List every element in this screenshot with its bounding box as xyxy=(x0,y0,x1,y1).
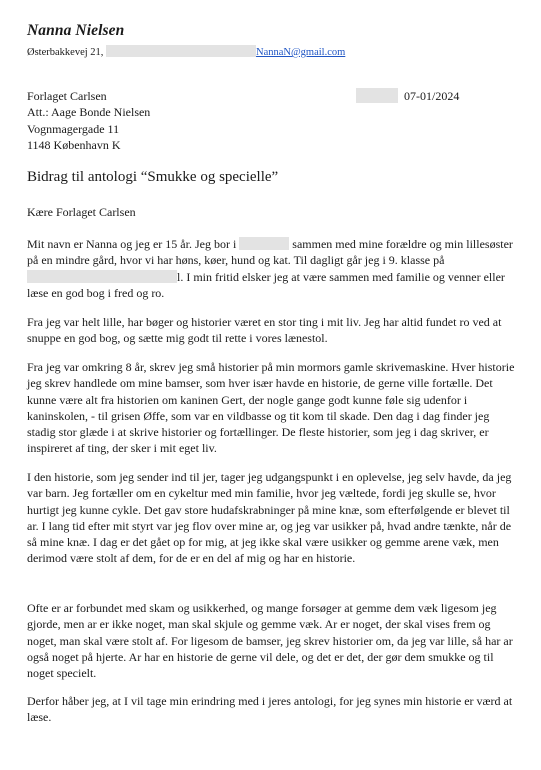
redacted-block xyxy=(27,270,177,283)
sender-name: Nanna Nielsen xyxy=(27,22,125,39)
recipient-line: 1148 København K xyxy=(27,137,121,152)
paragraph-text: sammen med mine forældre og min lillesøster på en mindre gård, hvor vi har høns, køer, hund og kat. Til dagligt går jeg i 9. klasse på xyxy=(27,237,513,268)
body-paragraph-1 xyxy=(27,236,515,301)
sender-contact-line xyxy=(27,45,345,58)
date-block xyxy=(356,88,459,104)
sender-email-link[interactable]: NannaN@gmail.com xyxy=(256,47,346,58)
salutation: Kære Forlaget Carlsen xyxy=(27,205,136,219)
paragraph-text: l. I min fritid elsker jeg at være sammen med familie og venner eller læse en god bog i fred og ro. xyxy=(27,269,505,300)
recipient-address xyxy=(27,88,150,153)
redacted-block xyxy=(356,88,398,103)
body-paragraph-5: Ofte er ar forbundet med skam og usikkerhed, og mange forsøger at gemme dem væk ligesom jeg gjorde, men ar er ikke noget, man skal skjule og gemme væk. Ar er noget, der skal vises frem og noget, man skal være stolt af. For ligesom de bamser, jeg skrev historier om, da jeg var lille, så har ar også noget på hjerte. Ar har en historie de gerne vil dele, og det er det, der gør dem smukke og til noget specielt. xyxy=(27,601,513,681)
body-paragraph-3: Fra jeg var omkring 8 år, skrev jeg små historier på min mormors gamle skrivemaskine. Hver historie jeg skrev handlede om mine bamser, som hver især havde en historie, de gerne ville fortælle. Det kunne være alt fra historien om kaninen Gert, der nogle gange godt kunne føle sig udenfor i kaninskolen, - til grisen Øffe, som var en vildbasse og tit kom til skade. Den dag i dag finder jeg stadig stor glæde i at skrive historier og fortællinger. De fleste historier, som jeg i dag skriver, er inspireret af ting, der sker i mit eget liv. xyxy=(27,360,515,456)
body-paragraph-6: Derfor håber jeg, at I vil tage min erindring med i jeres antologi, for jeg synes min historie er værd at læse. xyxy=(27,694,513,725)
recipient-line: Att.: Aage Bonde Nielsen xyxy=(27,105,151,120)
body-paragraph-4: I den historie, som jeg sender ind til jer, tager jeg udgangspunkt i en oplevelse, jeg selv havde, da jeg var barn. Jeg fortæller om en cykeltur med min familie, hvor jeg væltede, fordi jeg skulle se, hvor hurtigt jeg kunne cykle. Det gav store hudafskrabninger på mine knæ, som efterfølgende er blevet til ar. I lang tid efter mit styrt var jeg flov over mine ar, og jeg var usikker på, hvad andre tænkte, når de så mine knæ. I dag er det gået op for mig, at jeg ikke skal være usikker og gemme arene væk, men derimod være stolt af dem, for de er en del af mig og har en historie. xyxy=(27,470,512,566)
recipient-line: Vognmagergade 11 xyxy=(27,121,120,136)
body-paragraph-2: Fra jeg var helt lille, har bøger og historier været en stor ting i mit liv. Jeg har altid fundet ro ved at snuppe en god bog, og sætte mig godt til rette i vores lænestol. xyxy=(27,315,502,346)
redacted-block xyxy=(106,45,256,57)
letter-date: 07-01/2024 xyxy=(404,89,460,103)
redacted-block xyxy=(239,237,289,250)
letter-subject: Bidrag til antologi “Smukke og specielle” xyxy=(27,169,279,185)
recipient-line: Forlaget Carlsen xyxy=(27,89,107,103)
sender-address: Østerbakkevej 21, xyxy=(27,47,107,58)
paragraph-text: Mit navn er Nanna og jeg er 15 år. Jeg bor i xyxy=(27,237,240,251)
